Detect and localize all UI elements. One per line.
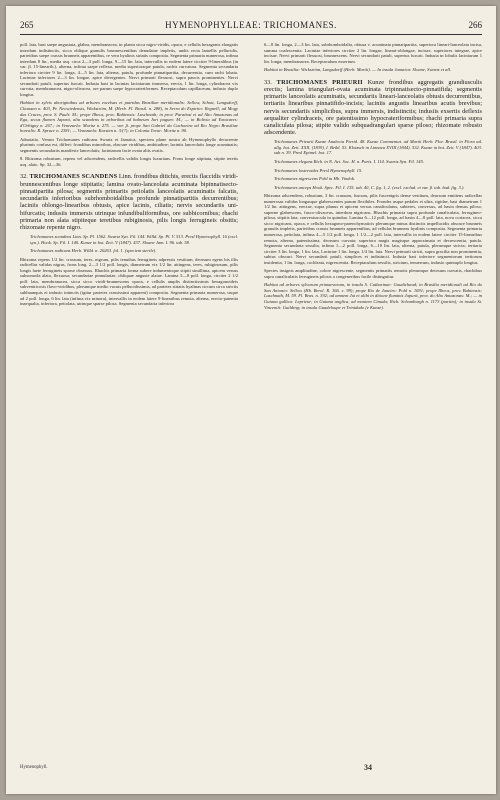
species-heading (264, 79, 482, 137)
species-name: TRICHOMANES PRIEURII (276, 78, 363, 86)
habitat-paragraph: Habitat in sylvis aboriginibus ad arbores excelsas et putridas Brasiliae meridionalis: Sellow, Schott, Langsdorff, Claussen n. 403, Pr. Neowiedensis, Wickström, M. (Herb. Fl. Brasil. n. 288), in Serra do Espirito: Regnell; ad Mogy das Cruces, prov. S. Pauli: M.; prope Ilheos, prov. Bahiensis: Luschnath; in prov. Paraënsi et ad Alto Amazonas ad Ega, secus flumen Japurá, alia scandens in arboribus ad balneum Juri pagum: M.; — in Bolivia ad Yuracares: d'Orbigny n. 267.; in Venezuela: Moritz n. 275. — var. β. prope San Gabriel da Cachoeira ad Rio Negro Brasiliae borealis: R. Spruce n. 2381; — Venezuela: Karsten n. 3/(?); in Colonia Tovar: Moritz n. 90. (20, 100, 238, 134)
species-number: 33. (264, 78, 272, 86)
right-column (264, 42, 482, 742)
synonym-citation: Trichomanes scandens Linn. Sp. Pl. 1562. Swartz Syn. Fil. 144. Willd. Sp. Pl. V. 513. Presl Hymenophyll. 16 (excl. syn.). Hook. Sp. Fil. I. 140. Kunze in bot. Zeit. V (1847). 437. Sloane Jam. I. 96. tab. 58. (30, 234, 238, 245)
species-name: TRICHOMANES SCANDENS (29, 173, 118, 181)
header-rule (20, 34, 482, 35)
sheet-number: 34 (364, 763, 372, 772)
species-number: 32. (20, 173, 28, 181)
remark-paragraph: Species insignis amplitudine, colore nigrescente, segmentis primariis remotis plerumque deorsum curvatis, rhachibus supra canaliculatis ferrugineis pilosis a congeneribus facile distinguitur. (264, 268, 482, 279)
signature-mark: Hymenophyll. (20, 765, 48, 770)
running-title: HYMENOPHYLLEAE: TRICHOMANES. (165, 20, 337, 30)
synonym-citation: Trichomanes nigrescens Pohl in Hb. Vindob. (274, 176, 356, 182)
page-number-left: 265 (20, 20, 34, 30)
description-paragraph: poll. lata, basi saepe angustata, glabra, membranacea, in planta sicca nigro-viridis, opaca, e cellulis hexagonis elongatis interdum indistinctis, sicca oblique granulis brunnescentibus denudatae impletis, undis recta lamellis pellucidis, parietibus saepe crassis brunneis apparentibus, re vera hyalinis striatis composita. Segmenta primaria numerosa, infima interdum 8 lin., media usq. circa 2—3 poll. longa, 9—15 lin. lata, intervallis in eodem latere circiter 9-lineralibus (in var. β. 15-linearib.), alterna, infima saepe reflexa, media superioraque patula, rachis curvatura. Segmenta secundaria inferiora circiter 9 lin. longa, 4—5 lin. lata, alterna, patula, profunde pinnatipartita, decurrentia, cum rachi lobata. Laciniae inferiores 2—3 lin. longae, apice divergentes. Nervi primarii flexuosi, supra paucis prominentes. Nervi secundarii patuli, superius furcati. Indusia basi in lacinias laciniarum immersa, erecta, 1 lin. longa, cylindracea vix curvata, membranacea, nigro-olivacea, ore parum saepe hypocrateriformes. Receptaculum capillaceum, indusio duplo longius. (20, 42, 238, 97)
description-paragraph: 6—8 lin. longa, 2—3 lin. lata, subrhomboidalia, obtusa v. acuminata pinnatipartita, superiora lineari-lanceolata incisa, summa coalescentia. Laciniae inferiores circiter 2 lin. longae, lineari-oblongae, incisae, superiores integrae, apice incisae. Nervi primarii flexuosi, brunnescens. Nervi secundarii patuli, superius furcati. Indusia in lobulis laciniarum 1 lin. longa, membranacea. Receptaculum exsertum. (264, 42, 482, 64)
book-page (6, 6, 496, 794)
page-number-right: 266 (468, 20, 482, 30)
left-column (20, 42, 238, 742)
synonym-citation: Trichomanes radicans Herb. Willd. n. 20263. fol. 1. (speciem sterile). (30, 248, 157, 254)
species-diagnosis: Kunze frondibus aggregatis grandiusculis erectis; lamina triangulari-ovata acuminata tripinnatisecto-pinnatifida; segmentis primariis lanceolatis acuminatis, secundariis lineari-lanceolatis obtusis decurrentibus, tertiariis linearibus pinnatifido-incisis; laciniis angustis linearibus acutis brevibus; nervis secundariis simplicibus, supra immersis, indistinctis; indusiis exsertis deflexis aequaliter cylindraceis, ore patentissimo hypocrateriformibus; rhachi primaria supra canaliculata pilosa; stipite valido subquadrangulari sparse piloso; rhizomate robusto adscendente. (264, 78, 482, 137)
synonym-citation: Trichomanes anceps Hook. Spec. Fil. I. 135. tab. 40, C. fig. 1, 2. (excl. exclud. et var. β. tab. bad. fig. 3.). (274, 184, 465, 190)
synonym-citation: Trichomanes lostreoides Presl Hymenophyll. 15. (274, 167, 363, 173)
habitat-paragraph: Habitat in Brasilia: Wickström, Langsdorff (Herb. Martii). — In insula Jamaica: Sloane, Swartz et all. (264, 67, 452, 73)
running-header (20, 20, 482, 32)
description-paragraph: Rhizoma adscendens, robustum, 3 lin. crassum, fuscum, pilis fuscenigris dense vestitum, deorsum emittens radicellas numerosas validas longasque glabrescentes parum flexibiles. Frondes usque pedales et ultra, rigidae, basi diametrum 1 1/2 lin. attingens, erectae, supra planus et apicem versus canaliculatus, subteres, convexus, ad basin densus piloso, superne glabrescens, fusco-olivaceus, interdum nigricans. Rhachis primaria supra profunde canaliculata, ferrugineo-pilosa, stipitis lata, convexiuscula in quindua. Lamina 6—12 poll. longa, ad basin 4—8 poll. lata, nova coriacea, sicca sicco nigricans, opaca, e cellulis hexagono-parenchymaticis plerumque minus distinctis impellucidis obscure brunneis granulis impletis, parietibus crassis brunneis apparentibus, ad cellulas brunneas hyalinis composita. Segmenta primaria numerosa, petiolata, infima 4—5 1/2 poll. longa, 1 1/2—2 poll. lata, intervallis in eodem latere circiter 15-linearibus remota, alterna, patentissima, deorsum curvata; superiora magis magisque approximata et decrescentia, patula. Segmenta secundaria sessilia, infima 1—2 poll. longa, 6—10 lin. lata, alterna, patula, plerumque stricta; tertiaria circiter 3 lin. longa, 1 lin. lata, Laciniae 1 lin. longa, 1/4 lin. lata. Nervi primarii stricti, supra gracilia non prominentia, subtus obscuri. Nervi secundarii patuli, simplices et indistincti. Indusia basi inferiore segmentorum tertiorum insidentia, 1 lin. longa, cochleata, nigrescentia. Receptaculum sessilis, strictum, tenuerrum, indusio quintuplo longius. (264, 193, 482, 265)
species-heading (20, 173, 238, 231)
synonym-citation: Trichomanes elegans Rich. in N. Act. Soc. H. n. Paris. I. 114. Swartz Syn. Fil. 145. (274, 159, 424, 164)
annotation-paragraph: Adnotatio. Verum Trichomanes radicans Swartz et Jamaica, speciem plane nostra ab Hymenophyllo decurrente plurimis confusa est, differt: frondibus minoribus, obscure viridibus, ambitudine; laciniis lanceolatis longe acuminatis; segmentis secundariis manifeste lanceolatis; laciniarum facie ovata aliis ovatis. (20, 136, 238, 153)
description-paragraph: Rhizoma repens 1/2 lin. crassum, teres, nigrum, pilis tenuibus ferrugineis adpressis vestitum, deorsum egens bis illis radicellas validas nigras, frons long. 2—3 1/2 poll. longis, diametrum vix 1/2 lin. attingens, teres, rubiginosum, pilis longis laete ferrugineis sparse obsessus. Rhachis primaria forma subere indumentoque stipiti simillima, apicem versus subsomoda alata, flexuosa; secundariae pinnulariae, obliquae anguste alatae. Lamina 5—8 poll. longa, circiter 2 1/2 poll. lata, membranacea, sicca sicco viridi-brunnescens opaca, e cellulis amplis distinctissimis hexagonoideis subventricosis flavo-viridibus, plerumque medio vacuis pellucidissimis, ad parietes striatis hyalinas circum circa strictis subhuanquis et indusio intinctis (igitur parietes crassissimi apparent) composita. Segmenta primaria numerosa, usque ad 2 poll. longa, 6 lin. lata (infima vix minora), intervallis in eodem latere 9-linearibus remota, alterna, erecto-patentia inaequalia, inferiora, petiolata, utrinque sparse pilosa. Segmenta secundaria inferiora (20, 256, 238, 307)
habitat-paragraph: Habitat ad arbores sylvarum primaevarum, in insula S. Catharinae: Gaudichaud; in Brasilia meridionali ad Rio do San Antonio: Sellow (Hb. Berol. R. 166. c. 99); prope Rio de Janeiro: Pohl n. 1691; prope Ilheos, prov. Bahiensis: Luschnath, M. 59. Fl. Bras. n. 392; ad amnem Jui et alibi in ditione fluminis Japurá, prov. do Alto Amazonas: M.; — in Guiana gallica: Leprieur; in Guiana anglica, ad montem Cinuda; Rich. Schomburgh n. 1173 (partim); in insula St. Vincentii: Guilding; in insula Guadeloupe et Trinidado (e Kunze). (264, 282, 482, 310)
section-note: 8. Rhizoma robustum, repens vel adscendens, radicellis validis longis luxurians. Frons longe stipitata, stipite teretis usq. alato. Sp. 32—36. (20, 156, 238, 167)
page-footer (20, 763, 482, 775)
synonym-citation: Trichomanes Prieurii Kunze Analecta Pterid. 48. Kunze Commentat. ad Martii Herb. Flor. Brasil. in Flora ad. allg. bot. Zeit. XXII. (1839), I. Beibl. 53. Klotzsch in Linnaea XVIII (1844). 532. Kunze in bot. Zeit. V (1847). 403. sub n. 39. Presl Epimel. bot. 17. (274, 139, 482, 156)
species-diagnosis: Linn. frondibus ditichis, erectis flaccidis viridi-brunnescentibus longe stipitatis; lamina ovato-lanceolata acuminata bipinnatisecto-pinnatipartita pilosa; segmentis primariis petiolatis lanceolatis acuminatis falcatis, secundariis inferioribus subrhomboidalibus profunde pinnatipartitis decurrentibus; laciniis oblongo-linearibus obtusis, apice lacinis, ciliatis; nervis secundariis uni-bifurcatis; indusiis immersis utrinque infundibuliformibus, ore subbicornibus; rhachi primaria non alata stipiteque teretibus rubiginosis, pilis longis ferrugineis obsitis; rhizomate repente nigro. (20, 173, 238, 231)
